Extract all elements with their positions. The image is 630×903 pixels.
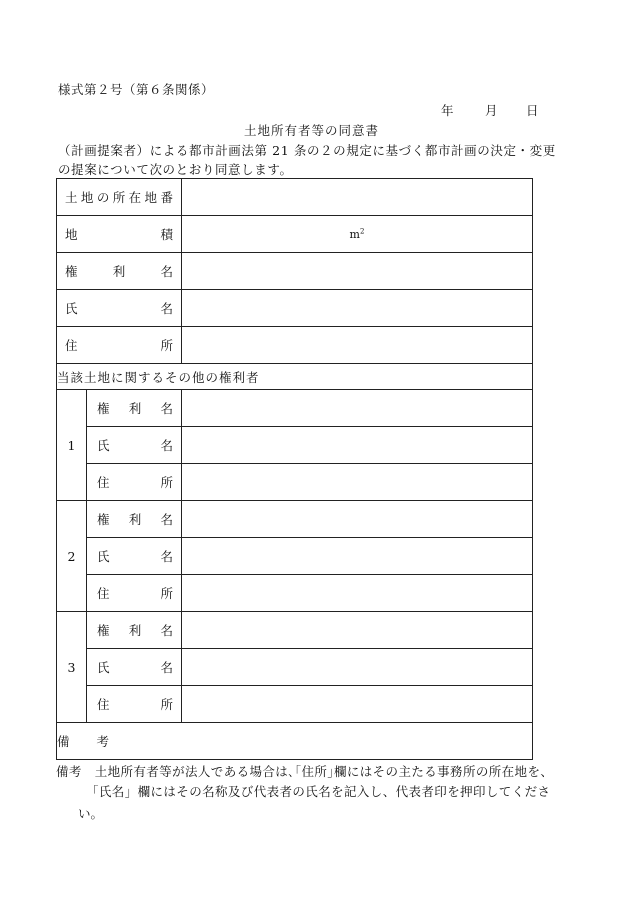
row-remarks bbox=[57, 723, 533, 760]
remarks-label: 備 考 bbox=[57, 734, 109, 749]
holder-1-name-row bbox=[57, 427, 533, 464]
row-rights-name bbox=[57, 253, 533, 290]
holder-3-address-label: 住 所 bbox=[87, 686, 182, 723]
remarks-field[interactable] bbox=[57, 723, 533, 760]
holder-1-name-label: 氏 名 bbox=[87, 427, 182, 464]
rights-name-label: 権 利 名 bbox=[57, 253, 182, 290]
area-field[interactable] bbox=[182, 216, 533, 253]
row-other-holders-header bbox=[57, 364, 533, 390]
footnote-line1: 備考 土地所有者等が法人である場合は､｢住所｣欄にはその主たる事務所の所在地を、 bbox=[56, 764, 554, 779]
name-label: 氏 名 bbox=[57, 290, 182, 327]
row-address bbox=[57, 327, 533, 364]
intro-text-line1: （計画提案者）による都市計画法第 21 条の２の規定に基づく都市計画の決定・変更 bbox=[58, 143, 556, 158]
intro-text-line2: の提案について次のとおり同意します。 bbox=[58, 162, 293, 177]
footnote-line3: い。 bbox=[78, 806, 104, 821]
holder-3-address-field[interactable] bbox=[182, 686, 533, 723]
holder-3-rights-label: 権 利 名 bbox=[87, 612, 182, 649]
holder-2-number: 2 bbox=[57, 501, 87, 612]
date-year-label: 年 bbox=[441, 103, 454, 118]
holder-2-rights-row bbox=[57, 501, 533, 538]
holder-1-rights-label: 権 利 名 bbox=[87, 390, 182, 427]
row-name bbox=[57, 290, 533, 327]
holder-2-address-row bbox=[57, 575, 533, 612]
holder-3-rights-row bbox=[57, 612, 533, 649]
holder-2-name-field[interactable] bbox=[182, 538, 533, 575]
holder-3-name-label: 氏 名 bbox=[87, 649, 182, 686]
holder-1-address-label: 住 所 bbox=[87, 464, 182, 501]
holder-3-rights-field[interactable] bbox=[182, 612, 533, 649]
date-month-label: 月 bbox=[485, 103, 498, 118]
consent-form-table bbox=[56, 178, 533, 760]
form-number: 様式第２号（第６条関係） bbox=[58, 82, 215, 97]
address-field[interactable] bbox=[182, 327, 533, 364]
name-field[interactable] bbox=[182, 290, 533, 327]
row-area bbox=[57, 216, 533, 253]
row-land-location bbox=[57, 179, 533, 216]
holder-1-name-field[interactable] bbox=[182, 427, 533, 464]
rights-name-field[interactable] bbox=[182, 253, 533, 290]
holder-2-name-row bbox=[57, 538, 533, 575]
land-location-field[interactable] bbox=[182, 179, 533, 216]
holder-3-number: 3 bbox=[57, 612, 87, 723]
holder-3-name-field[interactable] bbox=[182, 649, 533, 686]
holder-3-address-row bbox=[57, 686, 533, 723]
holder-1-rights-row bbox=[57, 390, 533, 427]
holder-1-address-field[interactable] bbox=[182, 464, 533, 501]
footnote-line2: 「氏名」欄にはその名称及び代表者の氏名を記入し、代表者印を押印してくださ bbox=[86, 784, 551, 799]
holder-1-rights-field[interactable] bbox=[182, 390, 533, 427]
holder-2-address-label: 住 所 bbox=[87, 575, 182, 612]
land-location-label: 土 地 の 所 在 地 番 bbox=[57, 179, 182, 216]
holder-2-address-field[interactable] bbox=[182, 575, 533, 612]
other-holders-header: 当該土地に関するその他の権利者 bbox=[57, 364, 533, 390]
holder-1-address-row bbox=[57, 464, 533, 501]
date-day-label: 日 bbox=[526, 103, 539, 118]
address-label: 住 所 bbox=[57, 327, 182, 364]
holder-2-rights-field[interactable] bbox=[182, 501, 533, 538]
area-label: 地 積 bbox=[57, 216, 182, 253]
holder-1-number: 1 bbox=[57, 390, 87, 501]
document-title: 土地所有者等の同意書 bbox=[244, 123, 380, 138]
holder-2-name-label: 氏 名 bbox=[87, 538, 182, 575]
area-unit: $m^2$ bbox=[349, 227, 365, 241]
holder-2-rights-label: 権 利 名 bbox=[87, 501, 182, 538]
holder-3-name-row bbox=[57, 649, 533, 686]
